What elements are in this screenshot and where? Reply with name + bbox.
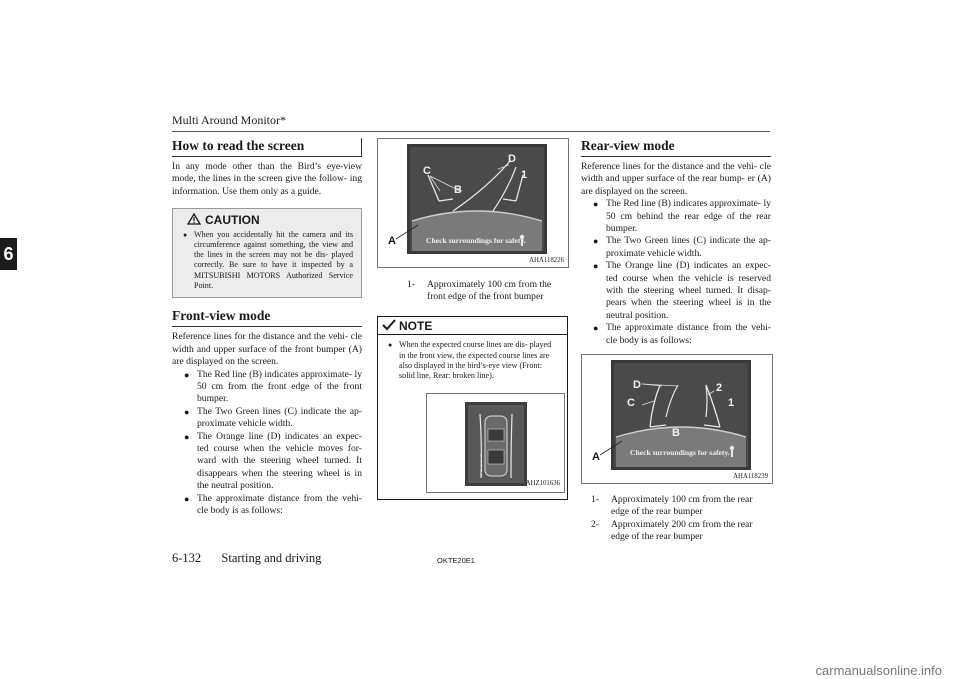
- rear-view-intro: Reference lines for the distance and the vehi- cle width and upper surface of the rear bump- er (A) are displayed on the screen.: [581, 161, 771, 197]
- note-title: NOTE: [399, 318, 433, 333]
- rear-label-2: 2: [716, 382, 723, 394]
- note-header: [378, 317, 567, 335]
- rear-label-d: D: [633, 379, 641, 391]
- rear-label-b: B: [672, 427, 680, 439]
- note-list: [386, 340, 559, 381]
- front-label-b: B: [454, 184, 462, 196]
- caution-header: [181, 213, 353, 226]
- note-check-icon: [382, 319, 396, 332]
- caution-box: [172, 208, 362, 298]
- front-bullet-orange: ● The Orange line (D) indicates an expec- ted course when the vehicle moves for- ward with the steering wheel turned. It disappears when the steering wheel is in the neutral position.: [172, 431, 362, 493]
- front-figure-code: AHA118226: [529, 257, 564, 264]
- footer: [172, 551, 321, 566]
- rear-bullet-red: ● The Red line (B) indicates approximate- ly 50 cm behind the rear edge of the rear bumper.: [581, 198, 771, 235]
- rear-distance-item: [581, 494, 771, 519]
- rear-view-title: Rear-view mode: [581, 138, 771, 157]
- note-box: [377, 316, 568, 500]
- rear-distance-num: 1-: [591, 494, 599, 505]
- front-bullet-distance: ● The approximate distance from the vehi- cle body is as follows:: [172, 493, 362, 518]
- chapter-tab: 6: [0, 238, 17, 270]
- rear-bullet-orange: ● The Orange line (D) indicates an expec- ted course when the vehicle is reserved with the steering wheel turned. It disap- pears when the steering wheel is in the neutral position.: [581, 260, 771, 322]
- running-head: Multi Around Monitor*: [172, 113, 287, 127]
- rear-distance-text: Approximately 100 cm from the rear edge of the rear bumper: [611, 494, 753, 518]
- watermark: carmanualsonline.info: [0, 663, 960, 679]
- caution-list: [181, 230, 353, 292]
- front-bullet-green: ● The Two Green lines (C) indicate the ap- proximate vehicle width.: [172, 406, 362, 431]
- footer-section: Starting and driving: [221, 551, 322, 565]
- rear-figure-code: AHA118239: [733, 473, 768, 480]
- rear-label-a: A: [592, 451, 600, 463]
- rear-distance-num: 2-: [591, 518, 599, 530]
- front-label-a: A: [388, 235, 396, 247]
- front-distance-text: Approximately 100 cm from the front edge of the front bumper: [427, 279, 552, 303]
- front-bullet-red: ● The Red line (B) indicates approximate- ly 50 cm from the front edge of the front bumper.: [172, 369, 362, 406]
- birds-eye-illustration: [427, 394, 564, 492]
- note-figure-code: AHZ101636: [525, 479, 560, 487]
- rear-distance-item: [581, 519, 771, 544]
- caution-item: ● When you accidentally hit the camera and its circumference against something, the view and the lines in the screen may not be dis- played correctly. Be sure to have it inspected by a MITSUBISHI MOTORS Authorized Service Point.: [181, 230, 353, 292]
- front-camera-illustration: [378, 139, 568, 267]
- footer-code: OKTE20E1: [437, 556, 475, 565]
- front-view-figure: [377, 138, 569, 268]
- front-view-title: Front-view mode: [172, 308, 362, 327]
- rear-camera-illustration: [582, 355, 772, 483]
- front-label-1: 1: [521, 169, 528, 181]
- page-number: 6-132: [172, 551, 202, 565]
- rear-bullet-green: ● The Two Green lines (C) indicate the ap- proximate vehicle width.: [581, 235, 771, 260]
- front-screen-message: Check surroundings for safety.: [426, 236, 526, 245]
- read-screen-intro: In any mode other than the Bird’s eye-view mode, the lines in the screen give the follow- ing information. Use them only as a guide.: [172, 161, 362, 197]
- caution-title: CAUTION: [205, 212, 260, 227]
- left-column: [172, 138, 362, 517]
- front-label-c: C: [423, 165, 431, 177]
- rear-screen-message: Check surroundings for safety.: [630, 448, 730, 457]
- front-view-bullets: [172, 369, 362, 518]
- rear-bullet-distance: ● The approximate distance from the vehi- cle body is as follows:: [581, 322, 771, 347]
- front-distance-list: [377, 279, 567, 304]
- rear-distance-list: [581, 494, 771, 544]
- right-column: [581, 138, 771, 347]
- read-screen-title: How to read the screen: [172, 138, 362, 157]
- front-distance-item: [377, 279, 567, 304]
- note-figure: [426, 393, 565, 493]
- header-rule: [172, 131, 770, 132]
- front-label-d: D: [508, 153, 516, 165]
- note-item: ● When the expected course lines are dis- played in the front view, the expected course lines are also displayed in the bird’s-eye view (Front: solid line, Rear: broken line).: [386, 340, 559, 381]
- note-body: [378, 335, 567, 386]
- rear-distance-text: Approximately 200 cm from the rear edge of the rear bumper: [611, 518, 753, 543]
- warning-triangle-icon: [187, 213, 201, 226]
- front-view-intro: Reference lines for the distance and the vehi- cle width and upper surface of the front bumper (A) are displayed on the screen.: [172, 331, 362, 368]
- rear-label-1: 1: [728, 397, 735, 409]
- front-distance-num: 1-: [407, 279, 415, 290]
- rear-view-figure: [581, 354, 773, 484]
- rear-label-c: C: [627, 397, 635, 409]
- rear-view-bullets: [581, 198, 771, 347]
